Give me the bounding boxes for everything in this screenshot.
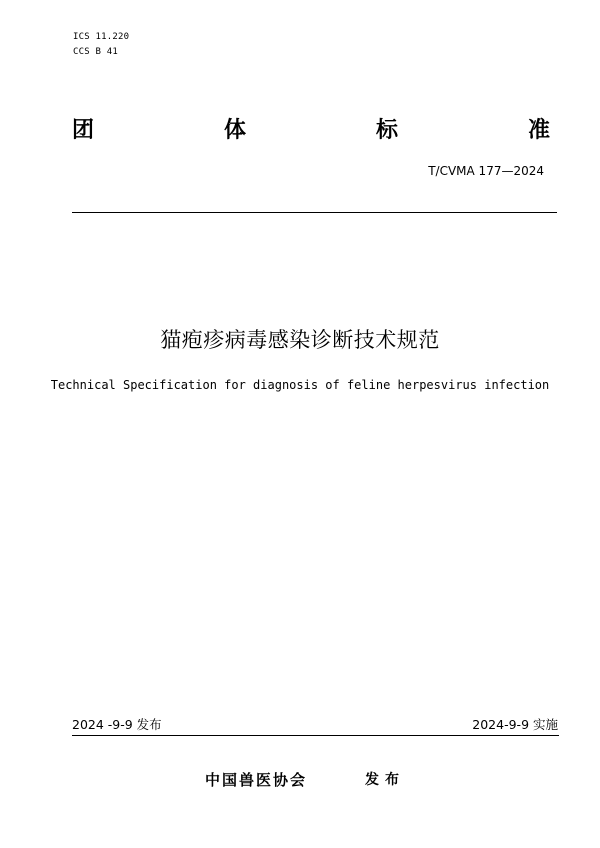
standard-number: T/CVMA 177—2024 bbox=[428, 164, 544, 178]
issuer-name: 中国兽医协会 bbox=[205, 771, 308, 789]
publish-date: 2024 -9-9 发布 bbox=[72, 717, 162, 732]
standard-type-heading bbox=[72, 116, 550, 146]
standard-type-char-1: 团 bbox=[72, 118, 95, 143]
ics-code: ICS 11.220 bbox=[73, 32, 130, 42]
standard-type-char-3: 标 bbox=[375, 118, 398, 143]
standard-type-char-4: 准 bbox=[527, 118, 550, 143]
issuer-action: 发布 bbox=[365, 772, 405, 788]
ccs-code: CCS B 41 bbox=[73, 47, 118, 57]
classification-codes bbox=[73, 30, 129, 60]
chinese-title: 猫疱疹病毒感染诊断技术规范 bbox=[160, 328, 440, 352]
implement-date: 2024-9-9 实施 bbox=[472, 717, 558, 732]
standard-type-char-2: 体 bbox=[223, 118, 246, 143]
english-title: Technical Specification for diagnosis of feline herpesvirus infection bbox=[50, 378, 550, 392]
footer-divider bbox=[72, 735, 559, 736]
header-divider bbox=[72, 212, 557, 213]
